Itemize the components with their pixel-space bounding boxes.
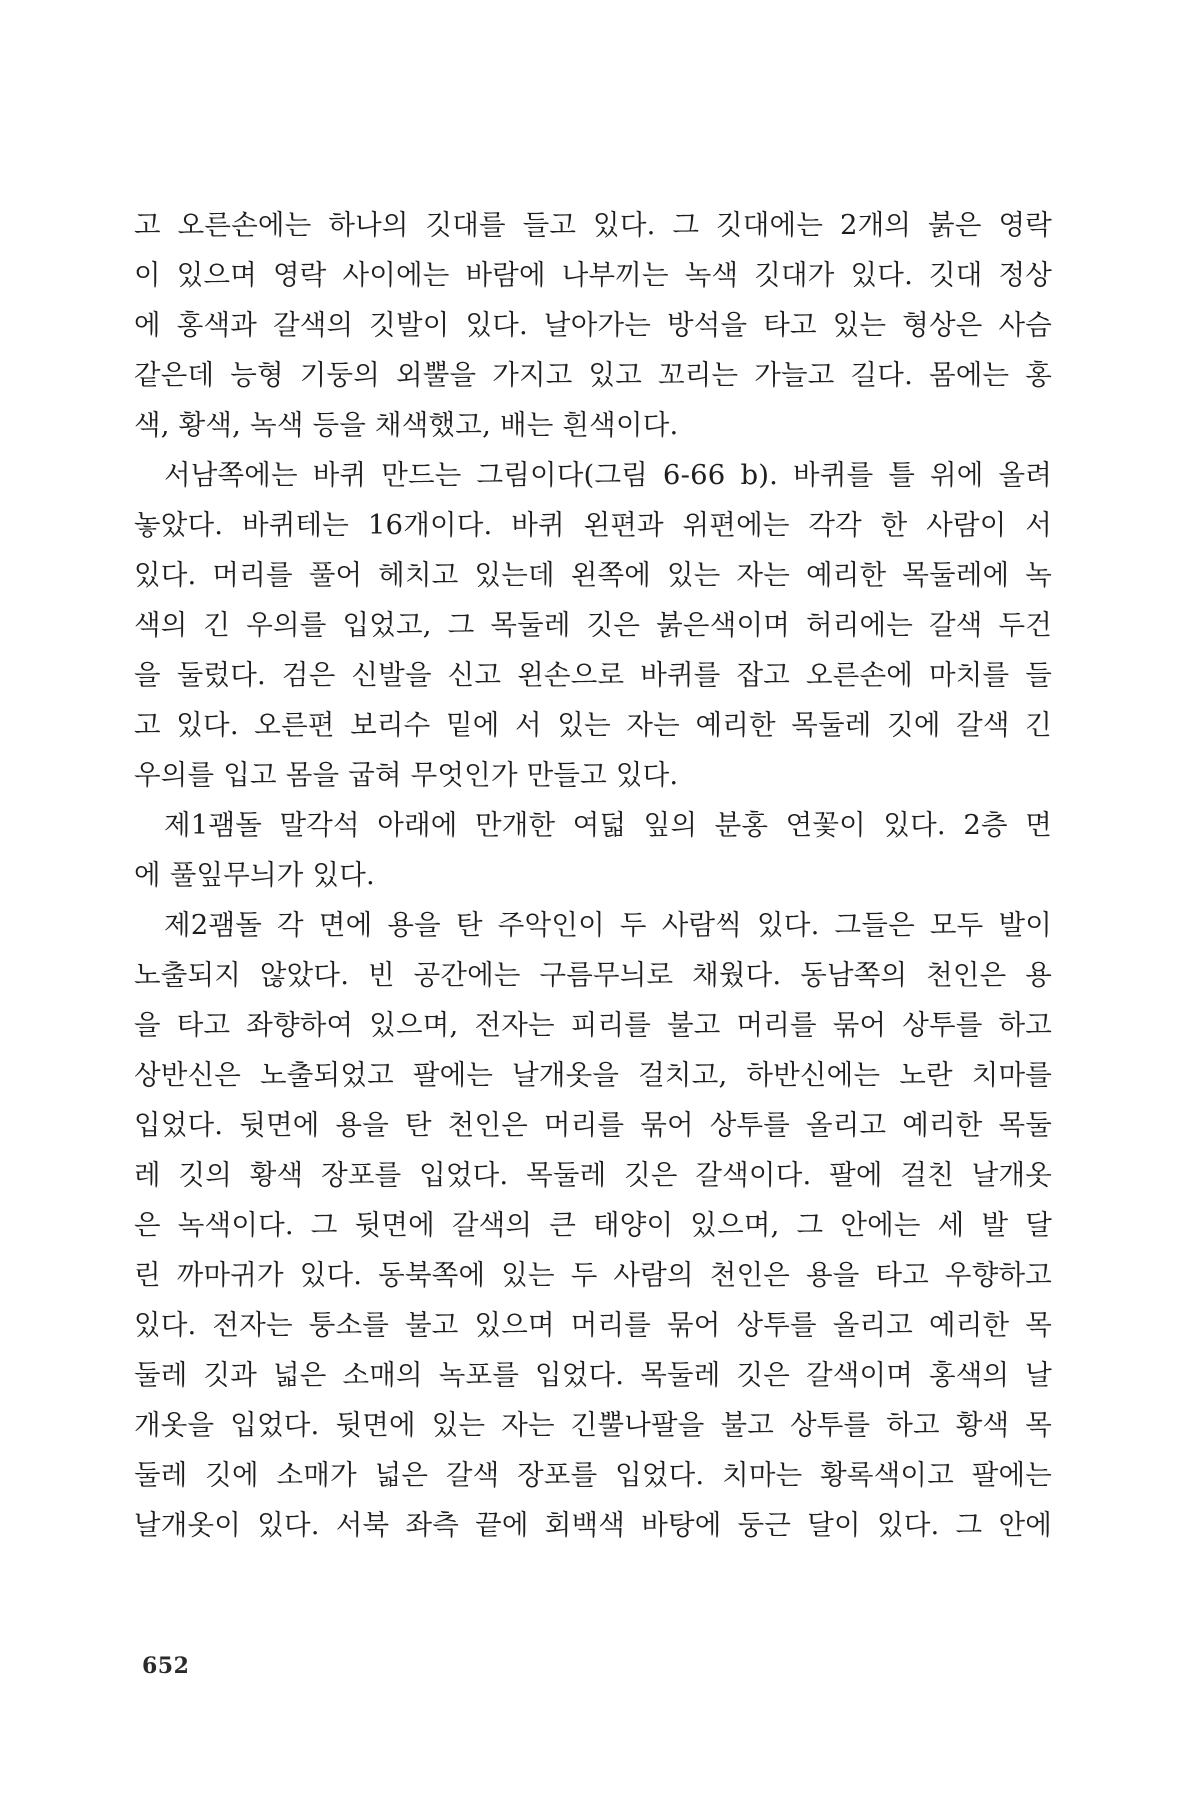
text-line: 고 있다. 오른편 보리수 밑에 서 있는 자는 예리한 목둘레 깃에 갈색 긴	[134, 709, 1052, 741]
text-line: 이 있으며 영락 사이에는 바람에 나부끼는 녹색 깃대가 있다. 깃대 정상	[134, 259, 1052, 291]
text-line: 서남쪽에는 바퀴 만드는 그림이다(그림 6-66 b). 바퀴를 틀 위에 올려	[164, 459, 1052, 491]
text-line: 을 둘렀다. 검은 신발을 신고 왼손으로 바퀴를 잡고 오른손에 마치를 들	[134, 659, 1052, 691]
text-line: 레 깃의 황색 장포를 입었다. 목둘레 깃은 갈색이다. 팔에 걸친 날개옷	[134, 1159, 1052, 1191]
text-line: 을 타고 좌향하여 있으며, 전자는 피리를 불고 머리를 묶어 상투를 하고	[134, 1009, 1052, 1041]
text-line: 노출되지 않았다. 빈 공간에는 구름무늬로 채웠다. 동남쪽의 천인은 용	[134, 959, 1052, 991]
page-number: 652	[142, 1653, 190, 1679]
text-line: 날개옷이 있다. 서북 좌측 끝에 회백색 바탕에 둥근 달이 있다. 그 안에	[134, 1509, 1052, 1541]
text-line: 고 오른손에는 하나의 깃대를 들고 있다. 그 깃대에는 2개의 붉은 영락	[134, 209, 1052, 241]
text-line: 린 까마귀가 있다. 동북쪽에 있는 두 사람의 천인은 용을 타고 우향하고	[134, 1259, 1052, 1291]
text-line: 개옷을 입었다. 뒷면에 있는 자는 긴뿔나팔을 불고 상투를 하고 황색 목	[134, 1409, 1052, 1441]
text-line: 있다. 머리를 풀어 헤치고 있는데 왼쪽에 있는 자는 예리한 목둘레에 녹	[134, 559, 1052, 591]
text-line: 놓았다. 바퀴테는 16개이다. 바퀴 왼편과 위편에는 각각 한 사람이 서	[134, 509, 1052, 541]
body-text	[134, 200, 1052, 1550]
text-line: 은 녹색이다. 그 뒷면에 갈색의 큰 태양이 있으며, 그 안에는 세 발 달	[134, 1209, 1052, 1241]
text-line: 색, 황색, 녹색 등을 채색했고, 배는 흰색이다.	[134, 409, 679, 441]
text-line: 제1괨돌 말각석 아래에 만개한 여덟 잎의 분홍 연꽃이 있다. 2층 면	[164, 809, 1052, 841]
text-line: 둘레 깃에 소매가 넓은 갈색 장포를 입었다. 치마는 황록색이고 팔에는	[134, 1459, 1052, 1491]
text-line: 제2괨돌 각 면에 용을 탄 주악인이 두 사람씩 있다. 그들은 모두 발이	[164, 909, 1052, 941]
text-line: 둘레 깃과 넓은 소매의 녹포를 입었다. 목둘레 깃은 갈색이며 홍색의 날	[134, 1359, 1052, 1391]
text-line: 같은데 능형 기둥의 외뿔을 가지고 있고 꼬리는 가늘고 길다. 몸에는 홍	[134, 359, 1052, 391]
text-line: 입었다. 뒷면에 용을 탄 천인은 머리를 묶어 상투를 올리고 예리한 목둘	[134, 1109, 1052, 1141]
text-line: 색의 긴 우의를 입었고, 그 목둘레 깃은 붉은색이며 허리에는 갈색 두건	[134, 609, 1052, 641]
text-line: 우의를 입고 몸을 굽혀 무엇인가 만들고 있다.	[134, 759, 679, 791]
text-line: 에 홍색과 갈색의 깃발이 있다. 날아가는 방석을 타고 있는 형상은 사슴	[134, 309, 1052, 341]
text-line: 상반신은 노출되었고 팔에는 날개옷을 걸치고, 하반신에는 노란 치마를	[134, 1059, 1052, 1091]
text-line: 에 풀잎무늬가 있다.	[134, 859, 375, 891]
text-line: 있다. 전자는 퉁소를 불고 있으며 머리를 묶어 상투를 올리고 예리한 목	[134, 1309, 1052, 1341]
